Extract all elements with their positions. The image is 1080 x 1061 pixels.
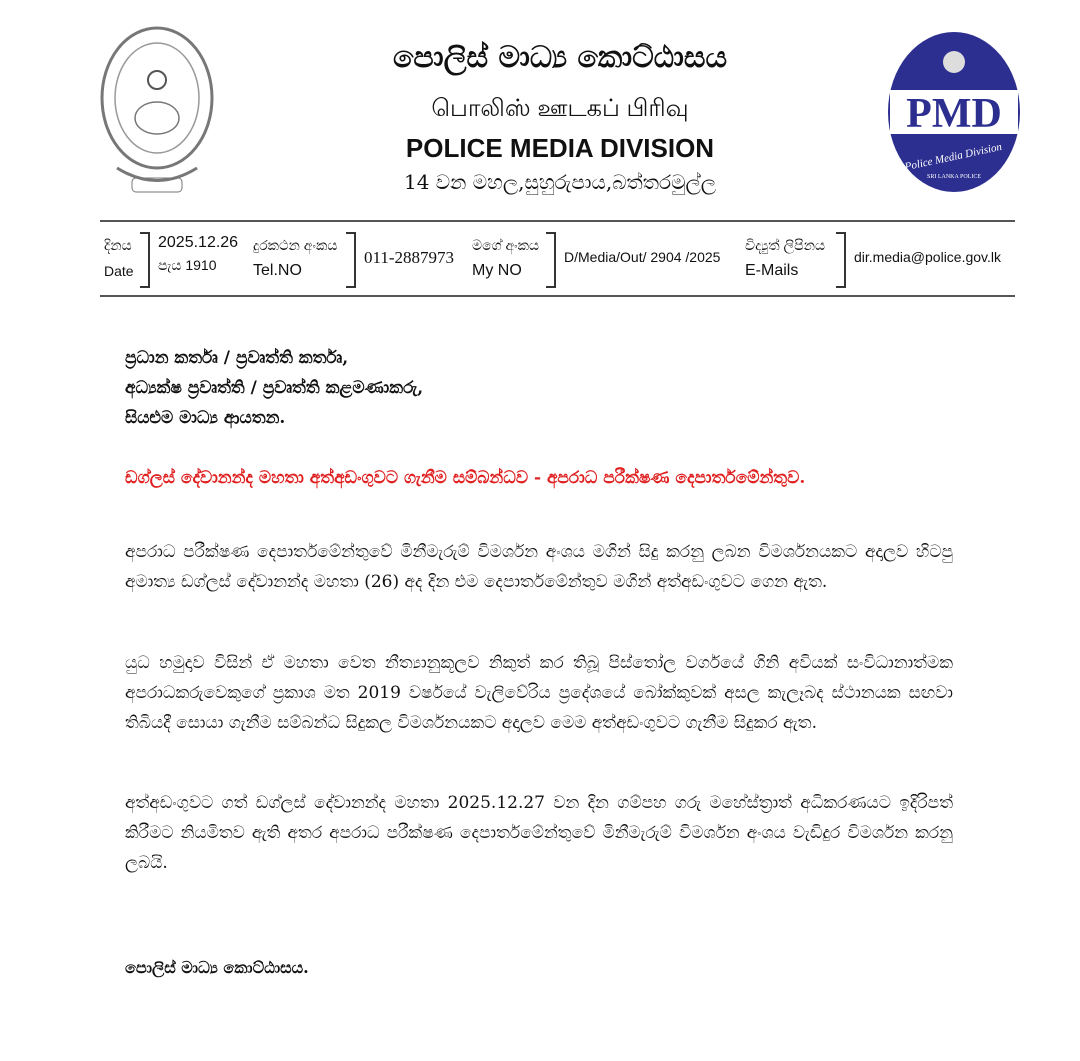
paragraph: අත්අඩංගුවට ගත් ඩග්ලස් දේවානන්ද මහතා 2025.12.27 වන දින ගම්පහ ගරු මහේස්ත්‍රාත් අධිකරණයට ඉදිරිපත් කිරීමට නියමිතව ඇති අතර අපරාධ පරීක්ෂණ දෙපාර්තමේන්තුවේ මිනීමැරුම් විමර්ශන අංශය වැඩිදුර විමර්ශන කරනු ලබයි. (125, 793, 953, 873)
tel-label (253, 232, 337, 284)
tel-label-en: Tel.NO (253, 262, 302, 279)
tel-label-si: දුරකථන අංකය (253, 237, 338, 253)
recipients (125, 343, 423, 433)
date-label (104, 232, 134, 284)
date: 2025.12.26 (158, 234, 239, 251)
my-number: D/Media/Out/ 2904 /2025 (564, 249, 721, 265)
email-label (745, 232, 825, 284)
time: පැය 1910 (158, 257, 217, 273)
title-tamil: பொலிஸ் ஊடகப் பிரிவு (431, 95, 689, 122)
myno-label-en: My NO (472, 262, 522, 279)
bracket (546, 232, 556, 288)
email: dir.media@police.gov.lk (854, 249, 1002, 265)
divider-bottom (100, 295, 1015, 297)
myno-label-si: මගේ අංකය (472, 237, 540, 253)
recipient: අධ්‍යක්ෂ ප්‍රවෘත්ති / ප්‍රවෘත්ති කළමණාකරු, (125, 378, 424, 398)
email-label-en: E-Mails (745, 262, 799, 279)
signature: පොලිස් මාධ්‍ය කොට්ඨාසය. (125, 958, 309, 977)
recipient: සියළුම මාධ්‍ය ආයතන. (125, 408, 286, 428)
recipient: ප්‍රධාන කර්තෘ / ප්‍රවෘත්ති කර්තෘ, (125, 348, 349, 368)
pmd-logo (884, 30, 1024, 195)
subject-heading: ඩග්ලස් දේවානන්ද මහතා අත්අඩංගුවට ගැනීම සම්බන්ධව - අපරාධ පරීක්ෂණ දෙපාර්තමේන්තුව. (125, 468, 806, 488)
paragraph: යුධ හමුදාව විසින් ඒ මහතා වෙත නීත්‍යානුකූලව නිකුත් කර තිබූ පිස්තෝල වර්ගයේ ගිනි අවියක් සංවිධානාත්මක අපරාධකරුවෙකුගේ ප්‍රකාශ මත 2019 වර්ෂයේ වැලිවේරිය ප්‍රදේශයේ බෝක්කුවක් අසල කැලෑබද ස්ථානයක සඟවා තිබියදී සොයා ගැනීම සම්බන්ධ සිදුකල විමර්ශනයකට අදාලව මෙම අත්අඩංගුවට ගැනීම සිදුකර ඇත. (125, 653, 953, 733)
date-label-si: දිනය (104, 237, 132, 253)
date-value (158, 232, 238, 276)
email-label-si: විද්‍යුත් ලිපිනය (745, 237, 826, 253)
address: 14 වන මහල,සුහුරුපාය,බත්තරමුල්ල (404, 170, 716, 194)
bracket (836, 232, 846, 288)
svg-text:PMD: PMD (906, 91, 1002, 137)
title-sinhala: පොලිස් මාධ්‍ය කොට්ඨාසය (392, 40, 728, 75)
police-crest-logo (97, 18, 217, 198)
svg-text:Police Media Division: Police Media Division (903, 140, 1004, 174)
tel: 011-2887973 (364, 248, 455, 267)
paragraph: අපරාධ පරීක්ෂණ දෙපාර්තමේන්තුවේ මිනීමැරුම් විමර්ශන අංශය මගින් සිදු කරනු ලබන විමර්ශනයකට අදාලව හිටපු අමාත්‍ය ඩග්ලස් දේවානන්ද මහතා (26) අද දින එම දෙපාර්තමේන්තුව මගින් අත්අඩංගුවට ගෙන ඇත. (125, 542, 953, 592)
bracket (140, 232, 150, 288)
divider-top (100, 220, 1015, 222)
bracket (346, 232, 356, 288)
myno-label (472, 232, 539, 284)
title-english: POLICE MEDIA DIVISION (405, 133, 715, 163)
date-label-en: Date (104, 263, 134, 279)
svg-text:SRI LANKA POLICE: SRI LANKA POLICE (926, 174, 982, 180)
